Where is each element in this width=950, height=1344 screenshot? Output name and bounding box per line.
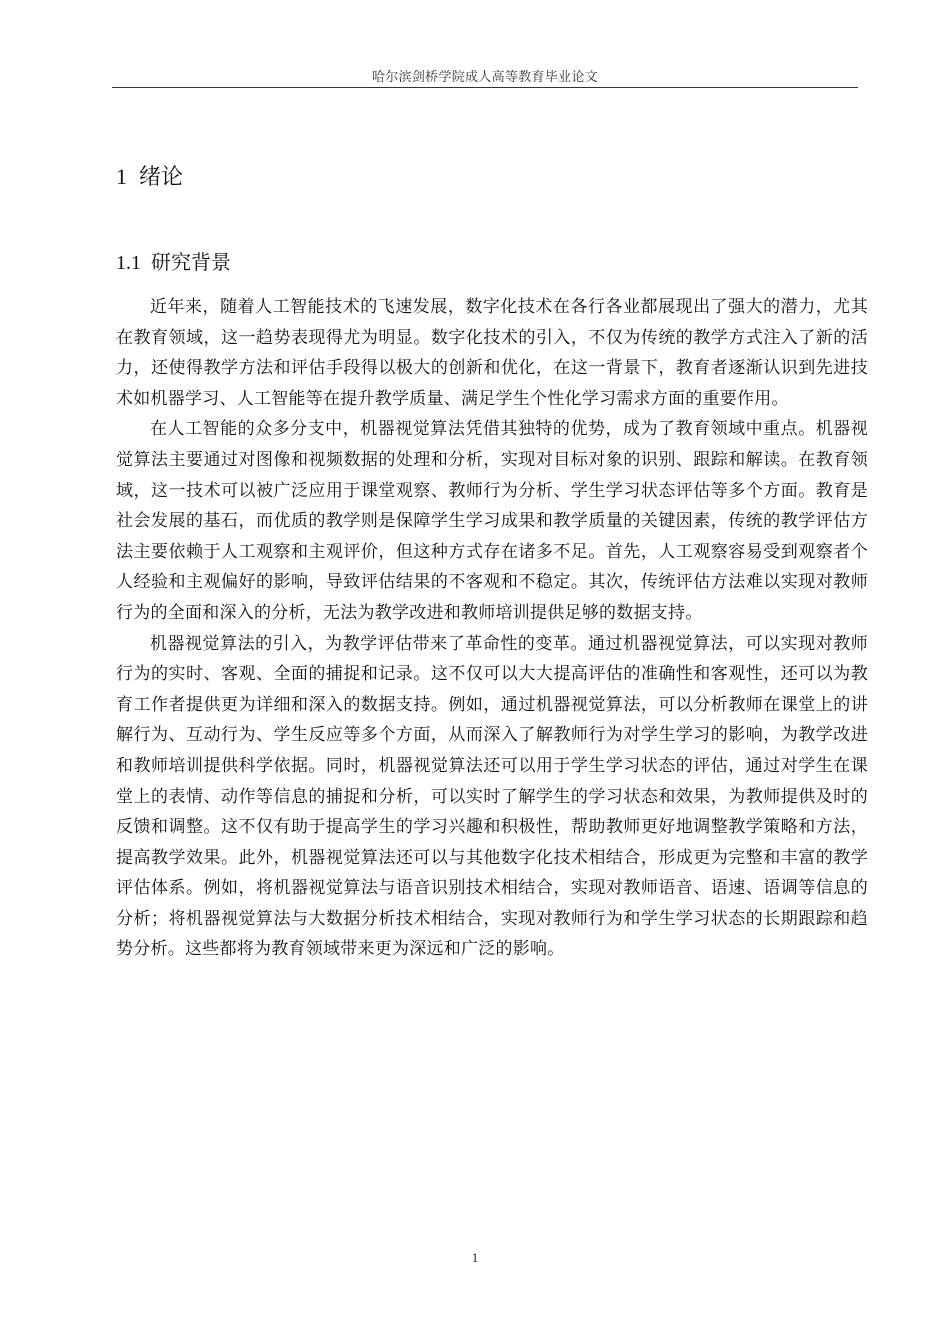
chapter-title-text: 绪论 xyxy=(139,165,184,190)
header-divider xyxy=(112,87,858,88)
chapter-number: 1 xyxy=(116,164,127,189)
body-paragraph: 近年来，随着人工智能技术的飞速发展，数字化技术在各行各业都展现出了强大的潜力，尤其在教育领域，这一趋势表现得尤为明显。数字化技术的引入，不仅为传统的教学方式注入了新的活力，还使得教学方法和评估手段得以极大的创新和优化，在这一背景下，教育者逐渐认识到先进技术如机器学习、人工智能等在提升教学质量、满足学生个性化学习需求方面的重要作用。 xyxy=(116,297,868,409)
running-header: 哈尔滨剑桥学院成人高等教育毕业论文 xyxy=(371,70,599,85)
section-title-text: 研究背景 xyxy=(151,250,231,274)
page-number: 1 xyxy=(471,1250,479,1265)
section-body xyxy=(116,292,868,965)
section-number: 1.1 xyxy=(116,252,141,274)
chapter-heading xyxy=(116,162,183,193)
body-paragraph: 在人工智能的众多分支中，机器视觉算法凭借其独特的优势，成为了教育领域中重点。机器视觉算法主要通过对图像和视频数据的处理和分析，实现对目标对象的识别、跟踪和解读。在教育领域，这一技术可以被广泛应用于课堂观察、教师行为分析、学生学习状态评估等多个方面。教育是社会发展的基石，而优质的教学则是保障学生学习成果和教学质量的关键因素，传统的教学评估方法主要依赖于人工观察和主观评价，但这种方式存在诸多不足。首先，人工观察容易受到观察者个人经验和主观偏好的影响，导致评估结果的不客观和不稳定。其次，传统评估方法难以实现对教师行为的全面和深入的分析，无法为教学改进和教师培训提供足够的数据支持。 xyxy=(116,419,868,623)
body-paragraph: 机器视觉算法的引入，为教学评估带来了革命性的变革。通过机器视觉算法，可以实现对教师行为的实时、客观、全面的捕捉和记录。这不仅可以大大提高评估的准确性和客观性，还可以为教育工作者提供更为详细和深入的数据支持。例如，通过机器视觉算法，可以分析教师在课堂上的讲解行为、互动行为、学生反应等多个方面，从而深入了解教师行为对学生学习的影响，为教学改进和教师培训提供科学依据。同时，机器视觉算法还可以用于学生学习状态的评估，通过对学生在课堂上的表情、动作等信息的捕捉和分析，可以实时了解学生的学习状态和效果，为教师提供及时的反馈和调整。这不仅有助于提高学生的学习兴趣和积极性，帮助教师更好地调整教学策略和方法，提高教学效果。此外，机器视觉算法还可以与其他数字化技术相结合，形成更为完整和丰富的教学评估体系。例如，将机器视觉算法与语音识别技术相结合，实现对教师语音、语速、语调等信息的分析；将机器视觉算法与大数据分析技术相结合，实现对教师行为和学生学习状态的长期跟踪和趋势分析。这些都将为教育领域带来更为深远和广泛的影响。 xyxy=(116,633,868,960)
section-heading xyxy=(116,248,231,277)
